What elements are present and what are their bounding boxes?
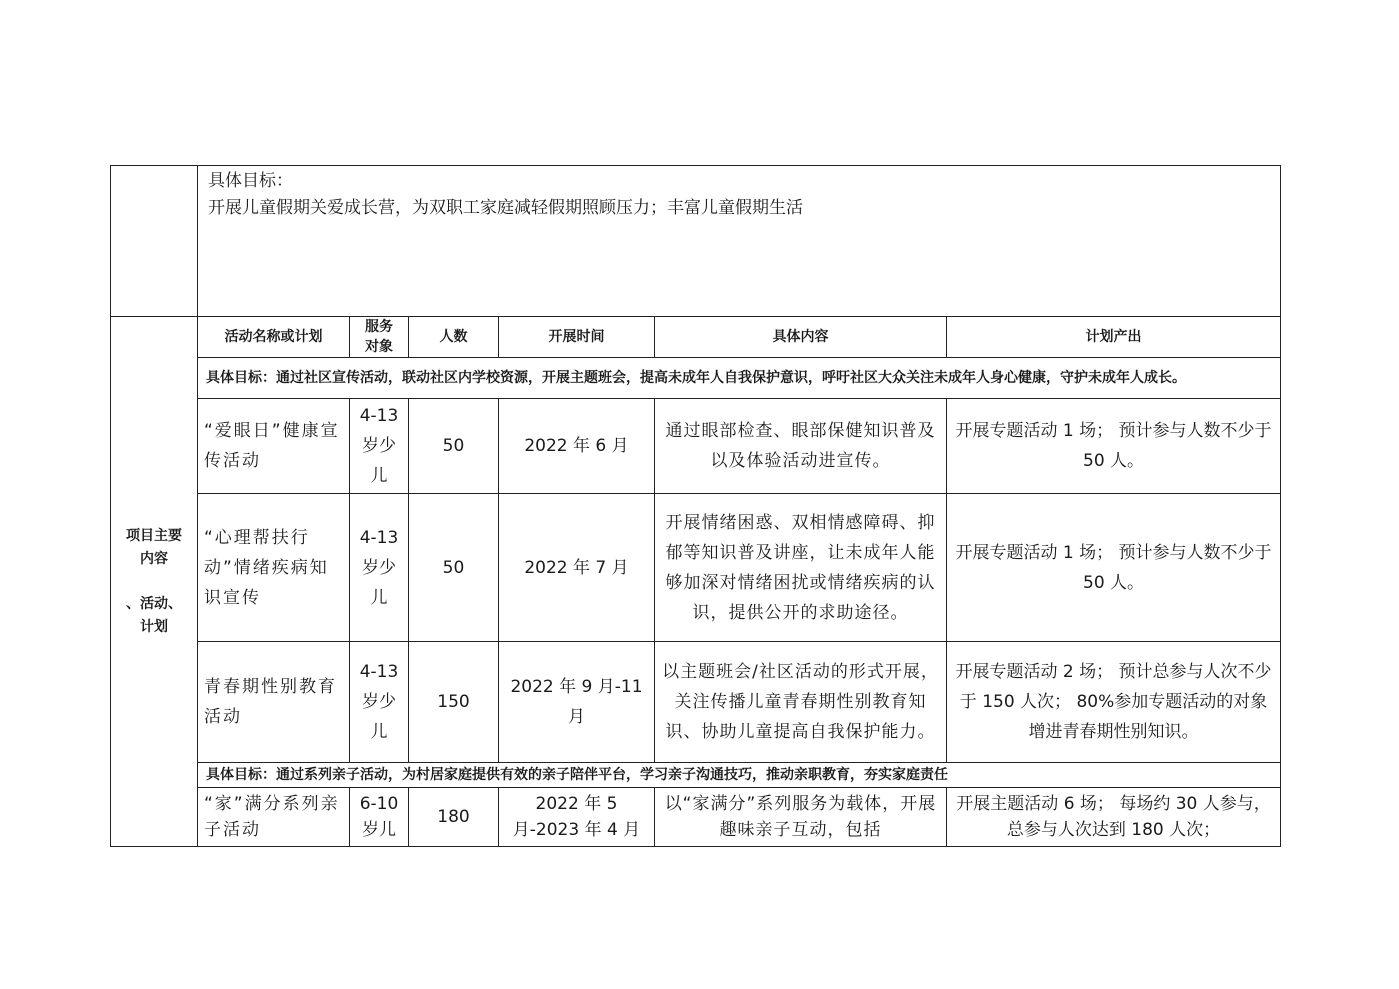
activity-content: 以“家满分”系列服务为载体，开展趣味亲子互动，包括: [655, 788, 947, 847]
activity-name: “家”满分系列亲子活动: [198, 788, 350, 847]
empty-side-cell: [111, 166, 198, 317]
activity-time: 2022 年 9 月-11 月: [499, 642, 655, 763]
table-row: [111, 399, 1281, 494]
header-name: 活动名称或计划: [198, 317, 350, 358]
activity-content: 开展情绪困惑、双相情感障碍、抑郁等知识普及讲座，让未成年人能够加深对情绪困扰或情绪疾病的认识，提供公开的求助途径。: [655, 494, 947, 642]
table-row: [111, 642, 1281, 763]
header-content: 具体内容: [655, 317, 947, 358]
activity-content: 通过眼部检查、眼部保健知识普及以及体验活动进宣传。: [655, 399, 947, 494]
activity-count: 50: [409, 399, 499, 494]
activity-target: 6-10岁儿: [350, 788, 409, 847]
side-label-cell: [111, 317, 198, 847]
project-plan-table: [110, 165, 1281, 847]
activity-target: 4-13岁少儿: [350, 494, 409, 642]
activity-target: 4-13岁少儿: [350, 642, 409, 763]
goal-label: 具体目标：: [208, 171, 293, 191]
section-goal-text: 具体目标：通过社区宣传活动，联动社区内学校资源，开展主题班会，提高未成年人自我保护意识，呼吁社区大众关注未成年人身心健康，守护未成年人成长。: [198, 358, 1281, 399]
section-goal-row: [111, 763, 1281, 788]
activity-output: 开展专题活动 1 场； 预计参与人数不少于 50 人。: [947, 494, 1281, 642]
general-goal-row: [111, 166, 1281, 317]
header-count: 人数: [409, 317, 499, 358]
activity-time: 2022 年 6 月: [499, 399, 655, 494]
activity-content: 以主题班会/社区活动的形式开展，关注传播儿童青春期性别教育知识、协助儿童提高自我保护能力。: [655, 642, 947, 763]
activity-name: “心理帮扶行动”情绪疾病知识宣传: [198, 494, 350, 642]
activity-name: 青春期性别教育活动: [198, 642, 350, 763]
activity-target: 4-13岁少儿: [350, 399, 409, 494]
table-row: [111, 494, 1281, 642]
activity-output: 开展专题活动 1 场； 预计参与人数不少于 50 人。: [947, 399, 1281, 494]
activity-output: 开展专题活动 2 场； 预计总参与人次不少于 150 人次； 80%参加专题活动的对象增进青春期性别知识。: [947, 642, 1281, 763]
header-row: [111, 317, 1281, 358]
header-output: 计划产出: [947, 317, 1281, 358]
side-label-line: 内容: [140, 550, 168, 567]
activity-count: 50: [409, 494, 499, 642]
activity-count: 180: [409, 788, 499, 847]
section-goal-text: 具体目标：通过系列亲子活动，为村居家庭提供有效的亲子陪伴平台，学习亲子沟通技巧，推动亲职教育，夯实家庭责任: [198, 763, 1281, 788]
activity-time: 2022 年 5 月-2023 年 4 月: [499, 788, 655, 847]
side-label-line: 、活动、: [126, 595, 182, 612]
header-target: 服务对象: [350, 317, 409, 358]
activity-name: “爱眼日”健康宣传活动: [198, 399, 350, 494]
activity-output: 开展主题活动 6 场； 每场约 30 人参与，总参与人次达到 180 人次；: [947, 788, 1281, 847]
goal-text: 开展儿童假期关爱成长营，为双职工家庭减轻假期照顾压力；丰富儿童假期生活: [208, 198, 803, 218]
section-goal-row: [111, 358, 1281, 399]
side-label-line: 项目主要: [126, 527, 182, 544]
header-time: 开展时间: [499, 317, 655, 358]
activity-count: 150: [409, 642, 499, 763]
table-row: [111, 788, 1281, 847]
general-goal-cell: [198, 166, 1281, 317]
activity-time: 2022 年 7 月: [499, 494, 655, 642]
side-label-line: 计划: [140, 618, 168, 635]
